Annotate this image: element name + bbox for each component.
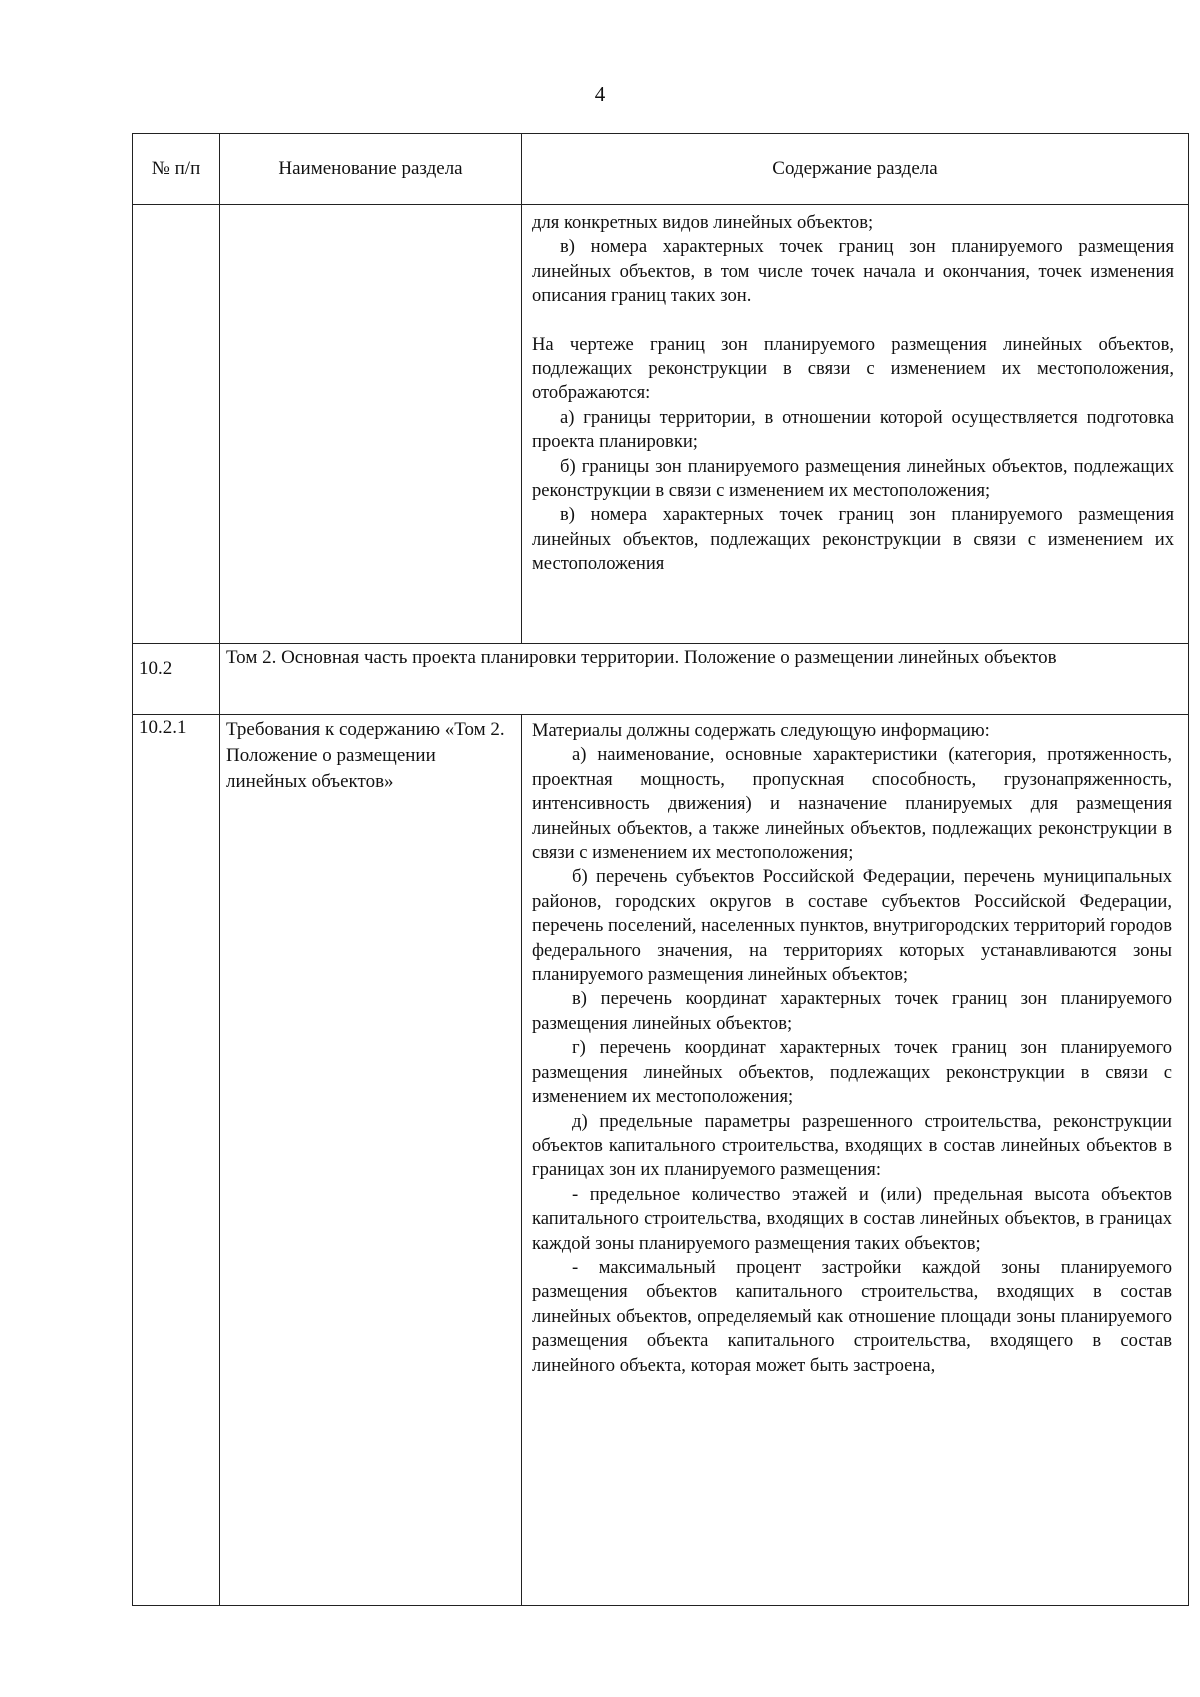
paragraph: б) границы зон планируемого размещения линейных объектов, подлежащих реконструкции в связи с изменением их местоположения; [532,455,1174,502]
table-row [133,715,1189,1606]
row2-number: 10.2 [133,644,220,715]
paragraph: - максимальный процент застройки каждой зоны планируемого размещения объектов капитального строительства, входящих в состав линейных объектов, определяемый как отношение площади зоны планируемого размещения объекта капитального строительства, входящего в состав линейного объекта, которая может быть застроена, [532,1256,1172,1376]
row3-content [522,715,1189,1606]
paragraph: а) наименование, основные характеристики (категория, протяженность, проектная мощность, пропускная способность, грузонапряженность, интенсивность движения) и назначение планируемых для размещения линейных объектов, а также линейных объектов, подлежащих реконструкции в связи с изменением их местоположения; [532,744,1172,864]
paragraph: г) перечень координат характерных точек границ зон планируемого размещения линейных объектов, подлежащих реконструкции в связи с изменением их местоположения; [532,1037,1172,1108]
page-number: 4 [594,82,606,106]
header-number: № п/п [133,134,220,205]
row2-section-title: Том 2. Основная часть проекта планировки территории. Положение о размещении линейных объектов [220,644,1189,715]
requirements-table [132,133,1189,1606]
table-header-row [133,134,1189,205]
paragraph: На чертеже границ зон планируемого размещения линейных объектов, подлежащих реконструкции в связи с изменением их местоположения, отображаются: [532,333,1174,404]
paragraph: б) перечень субъектов Российской Федерации, перечень муниципальных районов, городских округов в составе субъектов Российской Федерации, перечень поселений, населенных пунктов, внутригородских территорий городов федерального значения, на территориях которых устанавливаются зоны планируемого размещения линейных объектов; [532,866,1172,986]
table-row [133,644,1189,715]
paragraph: в) номера характерных точек границ зон планируемого размещения линейных объектов, в том числе точек начала и окончания, точек изменения описания границ таких зон. [532,236,1174,307]
paragraph: для конкретных видов линейных объектов; [532,212,874,233]
header-section-name: Наименование раздела [220,134,522,205]
row1-content [522,205,1189,644]
row3-number: 10.2.1 [133,715,220,1606]
row1-name [220,205,522,644]
paragraph: в) номера характерных точек границ зон планируемого размещения линейных объектов, подлежащих реконструкции в связи с изменением их местоположения [532,504,1174,575]
paragraph: д) предельные параметры разрешенного строительства, реконструкции объектов капитального строительства, входящих в состав линейных объектов в границах зон их планируемого размещения: [532,1110,1172,1181]
paragraph: а) границы территории, в отношении которой осуществляется подготовка проекта планировки; [532,406,1174,453]
header-section-content: Содержание раздела [522,134,1189,205]
row3-name: Требования к содержанию «Том 2. Положение о размещении линейных объектов» [220,715,522,1606]
paragraph: в) перечень координат характерных точек границ зон планируемого размещения линейных объектов; [532,988,1172,1034]
paragraph: - предельное количество этажей и (или) предельная высота объектов капитального строительства, входящих в состав линейных объектов, в границах каждой зоны планируемого размещения таких объектов; [532,1183,1172,1254]
row1-number [133,205,220,644]
table-row [133,205,1189,644]
paragraph: Материалы должны содержать следующую информацию: [532,720,990,741]
